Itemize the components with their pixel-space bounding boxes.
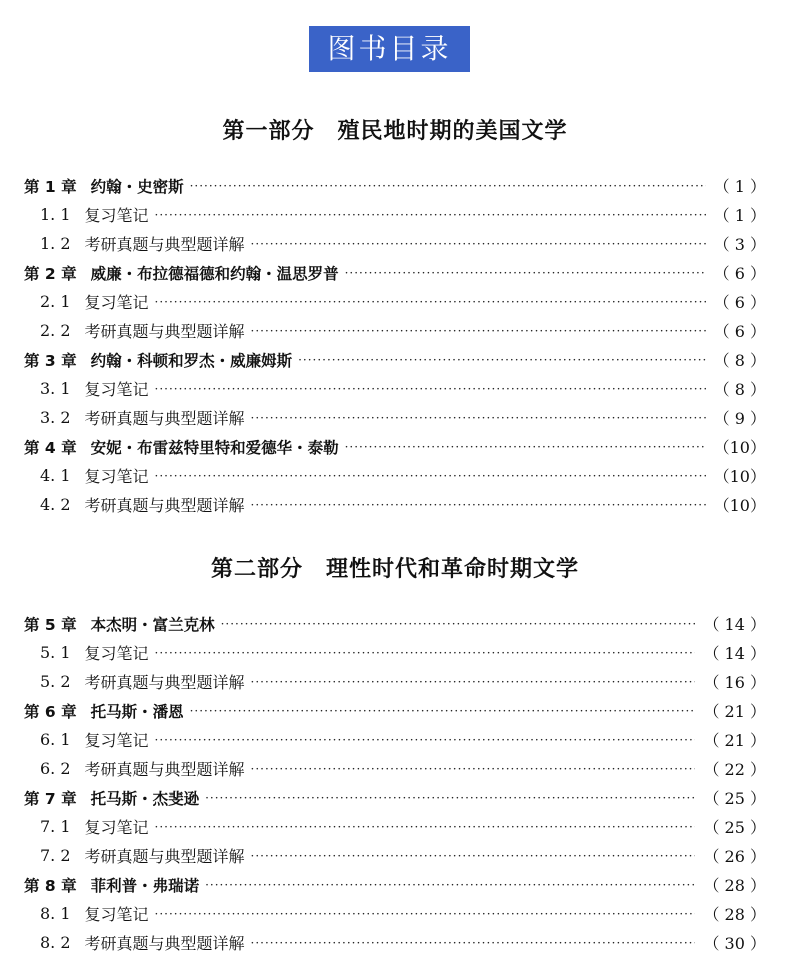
toc-entry-number: 8. 2	[40, 933, 71, 952]
toc-entry-number: 3. 2	[40, 408, 71, 427]
toc-section-row[interactable]	[24, 667, 766, 696]
toc-entry-page: （ 6 ）	[713, 293, 766, 312]
toc-leader-dots	[190, 704, 696, 718]
toc-entry-number: 1. 1	[40, 205, 71, 224]
toc-entry-page: （ 30 ）	[703, 934, 766, 953]
toc-entry-title: 考研真题与典型题详解	[84, 760, 245, 779]
toc-entry-number: 5. 2	[40, 672, 71, 691]
toc-entry-title: 约翰・科顿和罗杰・威廉姆斯	[90, 351, 293, 370]
toc-entry-title: 威廉・布拉德福德和约翰・温思罗普	[90, 264, 339, 283]
toc-leader-dots	[251, 675, 696, 689]
toc-leader-dots	[155, 820, 696, 834]
toc-section-row[interactable]	[24, 200, 766, 229]
toc-entry-page: （ 1 ）	[713, 177, 766, 196]
toc-entry-title: 托马斯・杰斐逊	[90, 789, 200, 808]
toc-entry-number: 2. 2	[40, 321, 71, 340]
toc-leader-dots	[251, 849, 696, 863]
toc-entry-number: 6. 1	[40, 730, 71, 749]
toc-entry-number: 8. 1	[40, 904, 71, 923]
toc-entry-page: （ 22 ）	[703, 760, 766, 779]
toc-entry-title: 复习笔记	[84, 644, 149, 663]
toc-leader-dots	[251, 762, 696, 776]
toc-entry-title: 复习笔记	[84, 293, 149, 312]
toc-leader-dots	[155, 733, 696, 747]
toc-entry-page: （ 1 ）	[713, 206, 766, 225]
toc-entry-number: 7. 2	[40, 846, 71, 865]
toc-entry-page: （ 26 ）	[703, 847, 766, 866]
toc-section-row[interactable]	[24, 638, 766, 667]
toc-section-row[interactable]	[24, 812, 766, 841]
toc-section-row[interactable]	[24, 229, 766, 258]
toc-part-1	[24, 171, 766, 519]
toc-entry-title: 安妮・布雷兹特里特和爱德华・泰勒	[90, 438, 339, 457]
toc-entry-page: （ 16 ）	[703, 673, 766, 692]
toc-chapter-row[interactable]	[24, 171, 766, 200]
toc-entry-number: 3. 1	[40, 379, 71, 398]
toc-entry-page: （10）	[713, 438, 766, 457]
toc-entry-number: 第 8 章	[24, 876, 77, 895]
toc-entry-page: （10）	[713, 496, 766, 515]
toc-entry-title: 考研真题与典型题详解	[84, 847, 245, 866]
toc-entry-number: 2. 1	[40, 292, 71, 311]
toc-chapter-row[interactable]	[24, 609, 766, 638]
toc-entry-title: 考研真题与典型题详解	[84, 934, 245, 953]
toc-leader-dots	[251, 324, 706, 338]
toc-entry-title: 考研真题与典型题详解	[84, 673, 245, 692]
page-banner: 图书目录	[309, 26, 470, 72]
toc-leader-dots	[155, 646, 696, 660]
toc-entry-number: 6. 2	[40, 759, 71, 778]
toc-leader-dots	[155, 907, 696, 921]
toc-entry-title: 菲利普・弗瑞诺	[90, 876, 200, 895]
toc-section-row[interactable]	[24, 841, 766, 870]
toc-entry-page: （10）	[713, 467, 766, 486]
toc-leader-dots	[221, 617, 696, 631]
toc-entry-page: （ 3 ）	[713, 235, 766, 254]
toc-entry-number: 1. 2	[40, 234, 71, 253]
toc-entry-title: 托马斯・潘恩	[90, 702, 184, 721]
toc-entry-number: 第 6 章	[24, 702, 77, 721]
toc-section-row[interactable]	[24, 899, 766, 928]
toc-entry-number: 第 7 章	[24, 789, 77, 808]
toc-entry-title: 考研真题与典型题详解	[84, 409, 245, 428]
part-title-2: 第二部分 理性时代和革命时期文学	[210, 556, 579, 582]
toc-section-row[interactable]	[24, 754, 766, 783]
toc-entry-page: （ 6 ）	[713, 322, 766, 341]
toc-entry-title: 复习笔记	[84, 905, 149, 924]
toc-entry-number: 第 4 章	[24, 438, 77, 457]
toc-leader-dots	[345, 440, 706, 454]
toc-entry-page: （ 28 ）	[703, 876, 766, 895]
toc-section-row[interactable]	[24, 928, 766, 957]
toc-entry-title: 本杰明・富兰克林	[90, 615, 215, 634]
toc-section-row[interactable]	[24, 287, 766, 316]
toc-chapter-row[interactable]	[24, 696, 766, 725]
toc-entry-page: （ 21 ）	[703, 702, 766, 721]
toc-leader-dots	[155, 469, 706, 483]
toc-section-row[interactable]	[24, 725, 766, 754]
toc-entry-page: （ 25 ）	[703, 818, 766, 837]
toc-entry-title: 复习笔记	[84, 818, 149, 837]
toc-leader-dots	[251, 411, 706, 425]
toc-entry-page: （ 14 ）	[703, 615, 766, 634]
toc-entry-page: （ 14 ）	[703, 644, 766, 663]
toc-leader-dots	[251, 498, 706, 512]
toc-entry-number: 第 3 章	[24, 351, 77, 370]
toc-chapter-row[interactable]	[24, 258, 766, 287]
toc-chapter-row[interactable]	[24, 783, 766, 812]
toc-leader-dots	[190, 179, 706, 193]
toc-leader-dots	[251, 936, 696, 950]
toc-entry-page: （ 28 ）	[703, 905, 766, 924]
toc-entry-title: 考研真题与典型题详解	[84, 496, 245, 515]
toc-entry-title: 复习笔记	[84, 380, 149, 399]
toc-entry-number: 4. 1	[40, 466, 71, 485]
toc-leader-dots	[155, 208, 706, 222]
toc-entry-number: 第 2 章	[24, 264, 77, 283]
part-title-1: 第一部分 殖民地时期的美国文学	[222, 118, 568, 144]
toc-leader-dots	[298, 353, 706, 367]
toc-entry-title: 考研真题与典型题详解	[84, 235, 245, 254]
toc-entry-number: 第 5 章	[24, 615, 77, 634]
toc-entry-page: （ 8 ）	[713, 351, 766, 370]
toc-section-row[interactable]	[24, 374, 766, 403]
toc-section-row[interactable]	[24, 316, 766, 345]
toc-section-row[interactable]	[24, 403, 766, 432]
toc-leader-dots	[205, 878, 695, 892]
toc-leader-dots	[205, 791, 695, 805]
toc-part-2	[24, 609, 766, 957]
toc-entry-title: 考研真题与典型题详解	[84, 322, 245, 341]
toc-entry-number: 7. 1	[40, 817, 71, 836]
toc-leader-dots	[251, 237, 706, 251]
toc-chapter-row[interactable]	[24, 432, 766, 461]
toc-leader-dots	[155, 295, 706, 309]
toc-entry-title: 约翰・史密斯	[90, 177, 184, 196]
toc-entry-number: 第 1 章	[24, 177, 77, 196]
toc-entry-page: （ 25 ）	[703, 789, 766, 808]
toc-entry-title: 复习笔记	[84, 467, 149, 486]
toc-entry-title: 复习笔记	[84, 206, 149, 225]
toc-entry-page: （ 9 ）	[713, 409, 766, 428]
toc-entry-page: （ 21 ）	[703, 731, 766, 750]
toc-entry-page: （ 6 ）	[713, 264, 766, 283]
toc-chapter-row[interactable]	[24, 870, 766, 899]
toc-entry-page: （ 8 ）	[713, 380, 766, 399]
toc-section-row[interactable]	[24, 490, 766, 519]
toc-section-row[interactable]	[24, 461, 766, 490]
toc-entry-number: 4. 2	[40, 495, 71, 514]
toc-leader-dots	[345, 266, 706, 280]
toc-entry-title: 复习笔记	[84, 731, 149, 750]
toc-entry-number: 5. 1	[40, 643, 71, 662]
toc-leader-dots	[155, 382, 706, 396]
toc-chapter-row[interactable]	[24, 345, 766, 374]
